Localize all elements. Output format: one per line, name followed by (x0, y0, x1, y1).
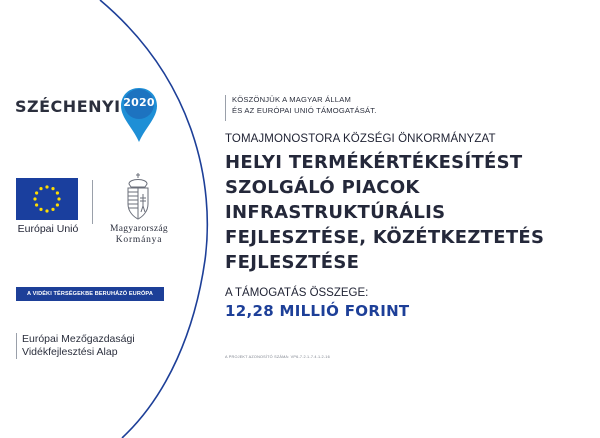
eu-flag-icon (16, 178, 78, 220)
project-title-line3: INFRASTRUKTÚRÁLIS (225, 202, 446, 223)
szechenyi-year: 2020 (123, 96, 155, 109)
fund-name-line1: Európai Mezőgazdasági (22, 333, 135, 345)
eu-label: Európai Unió (17, 223, 79, 235)
thanks-line1: KÖSZÖNJÜK A MAGYAR ÁLLAM (232, 95, 352, 104)
project-title-line2: SZOLGÁLÓ PIACOK (225, 177, 420, 198)
hungarian-coat-of-arms-icon (120, 172, 156, 222)
project-id: A PROJEKT AZONOSÍTÓ SZÁMA: VP6-7.2.1-7.4.1.2-16 (225, 355, 330, 359)
hungary-label-line2: Kormánya (115, 235, 163, 245)
location-pin-icon (119, 86, 159, 144)
szechenyi-logo (15, 86, 175, 146)
beneficiary-name: TOMAJMONOSTORA KÖZSÉGI ÖNKORMÁNYZAT (225, 133, 496, 145)
banner-text: A VIDÉKI TÉRSÉGEKBE BERUHÁZÓ EURÓPA (27, 291, 153, 297)
support-amount-value: 12,28 MILLIÓ FORINT (225, 302, 410, 320)
thanks-divider (225, 95, 226, 121)
fund-divider (16, 333, 17, 359)
fund-name-line2: Vidékfejlesztési Alap (22, 346, 118, 358)
thanks-line2: ÉS AZ EURÓPAI UNIÓ TÁMOGATÁSÁT. (232, 106, 377, 115)
project-title-line1: HELYI TERMÉKÉRTÉKESÍTÉST (225, 152, 523, 173)
hungary-label-line1: Magyarország (110, 224, 168, 234)
project-title-line4: FEJLESZTÉSE, KÖZÉTKEZTETÉS (225, 227, 545, 248)
logo-divider (92, 180, 93, 224)
project-title-line5: FEJLESZTÉSE (225, 252, 360, 273)
support-amount-label: A TÁMOGATÁS ÖSSZEGE: (225, 287, 369, 299)
szechenyi-wordmark: SZÉCHENYI (15, 97, 121, 116)
eu-rural-banner (16, 287, 164, 301)
